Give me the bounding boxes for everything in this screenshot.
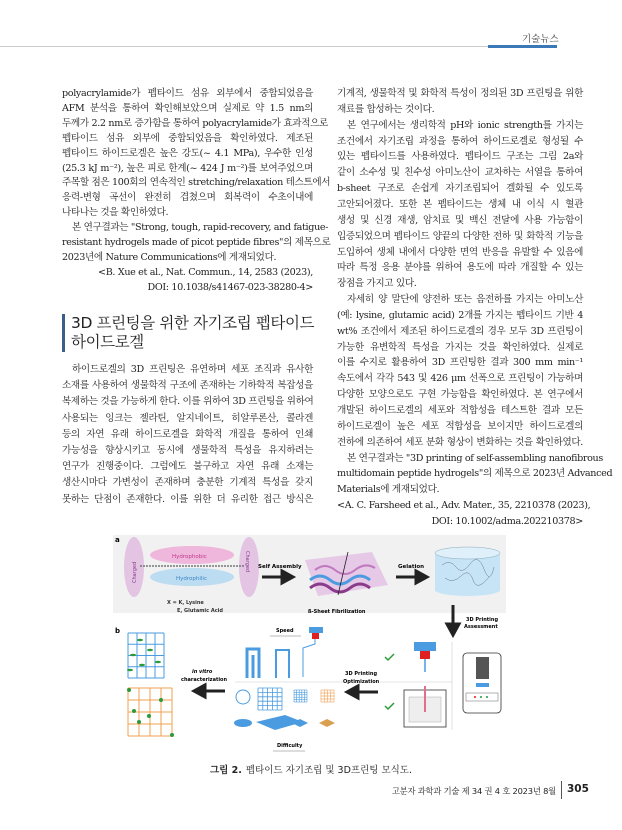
text-line: b-sheet 구조로 손쉽게 자기조립되어 겔화될 수 있도록 (337, 183, 583, 195)
text-line: 재료를 합성하는 것이다. (337, 103, 435, 115)
text-line: <A. C. Farsheed et al., Adv. Mater., 35, 2210378 (2023), (337, 500, 591, 512)
text-line: 가능한 유변학적 특성을 가지는 것을 확인하였다. 실제로 (337, 341, 583, 353)
bath-printing-icon (404, 686, 446, 727)
journal-info: 고분자 과학과 기술 제 34 권 4 호 2023년 8월 (391, 786, 556, 796)
cell (130, 654, 136, 657)
text-line: resistant hydrogels made of picot peptide fibres"의 제목으로 (62, 237, 331, 248)
nozzle-icon (303, 627, 323, 677)
text-line: DOI: 10.1038/s41467-023-38280-4> (147, 281, 313, 293)
cell (127, 669, 133, 672)
text-line: 개발된 하이드로겔의 세포와 적합성을 테스트한 결과 모든 (337, 405, 583, 416)
text-line: 응력-변형 곡선이 완전히 겹쳤으며 회복력이 수초이내에 (62, 192, 313, 204)
arrow-left-icon (194, 685, 225, 697)
text-line: DOI: 10.1002/adma.202210378> (431, 515, 583, 527)
cell (170, 733, 174, 737)
text-line: 못하는 단점이 존재한다. 이를 위한 더 유리한 접근 방식은 (62, 493, 313, 505)
text-line: 전하에 의존하여 세포 분화 형상이 변화하는 것을 확인하였다. (337, 436, 583, 448)
cell (137, 720, 141, 724)
x-definition: E, Glutamic Acid (177, 608, 223, 614)
fibrilization-label: ß-Sheet Fibrilization (308, 609, 366, 615)
assessment-label: Assessment (464, 624, 498, 630)
text-line: 속도에서 각각 543 및 426 μm 선폭으로 프린팅이 가능하며 (337, 373, 583, 385)
charged-label: Charged (132, 561, 138, 583)
arrow-left-icon (347, 686, 378, 698)
text-line: 생성 및 신경 재생, 암치료 및 백신 전달에 사용 가능함이 (337, 214, 583, 226)
text-line: 두께가 2.2 nm로 증가함을 통하여 polyacrylamide가 효과적으로 (62, 117, 328, 129)
in-vitro-label: characterization (181, 677, 228, 683)
printed-circle (236, 690, 250, 704)
text-line: 본 연구결과는 "Strong, tough, rapid-recovery, and fatigue- (72, 222, 329, 234)
cell (159, 698, 163, 702)
text-line: 가능성을 향상시키고 동시에 생물학적 특성을 유지하려는 (62, 445, 313, 456)
text-line: 따라 특정 응용 분야를 위하여 용도에 따라 개질할 수 있는 (337, 262, 583, 274)
text-line: 나타나는 것을 확인하였다. (62, 207, 169, 219)
caption-text: 펩타이드 자기조립 및 3D프린팅 모식도. (245, 765, 412, 776)
text-line: AFM 분석을 통하여 확인해보았으며 실제로 약 1.5 nm의 (62, 102, 313, 114)
cell (147, 714, 151, 718)
text-line: 연구가 진행중이다. 그럼에도 불구하고 자연 유래 소재는 (62, 461, 313, 473)
assessment-label: 3D Printing (466, 617, 499, 623)
text-line: (25.3 kJ m⁻²), 높은 피로 한계(~ 424 J m⁻²)를 보여주었으며 (62, 162, 313, 174)
cell (137, 639, 143, 642)
panel-a-label: a (115, 536, 120, 544)
text-line: 주목할 점은 100회의 연속적인 stretching/relaxation 테스트에서 (62, 177, 331, 189)
self-assembly-label: Self Assembly (258, 564, 302, 570)
text-line: 본 연구결과는 "3D printing of self-assembling nanofibrous (347, 452, 603, 464)
charged-label: Charged (244, 551, 250, 573)
cell-grid-orange (127, 688, 174, 737)
text-line: 이를 수지로 활용하여 3D 프린팅한 결과 300 mm min⁻¹ (337, 357, 583, 369)
text-line: 같이 소수성 및 친수성 아미노산이 교차하는 서열을 통하여 (337, 167, 583, 179)
text-line: 하이드로겔이 높은 세포 적합성을 보이지만 하이드로겔의 (337, 420, 583, 432)
hydrophilic-label: Hydrophilic (176, 576, 207, 582)
text-line: 사용되는 잉크는 젤라틴, 알지네이트, 히알루론산, 콜라겐 (62, 412, 313, 424)
optimization-label: 3D Printing (345, 671, 378, 677)
nozzle-icon (414, 642, 436, 672)
text-line: wt% 조건에서 제조된 하이드로겔의 경우 모두 3D 프린팅이 (337, 325, 583, 337)
cell (147, 649, 153, 652)
panel-b-label: b (115, 627, 121, 635)
heading-line: 하이드로겔 (71, 333, 144, 351)
printed-grids (258, 688, 334, 710)
text-line: 본 연구에서는 생리학적 pH와 ionic strength를 가지는 (347, 119, 583, 131)
hydrogel-cylinder (435, 547, 500, 596)
text-line: 기계적, 생물학적 및 화학적 특성이 정의된 3D 프린팅을 위한 (337, 88, 583, 99)
text-line: 입증되었으며 펩타이드 양끝의 다양한 전하 및 화학적 기능을 (337, 230, 583, 242)
text-line: polyacrylamide가 펩타이드 섬유 외부에서 중합되었음을 (62, 88, 313, 99)
text-line: (예: lysine, glutamic acid) 2개를 가지는 펩타이드 기반 4 (337, 309, 583, 321)
text-line: 등의 자연 유래 하이드로겔을 화학적 개질을 통하여 인쇄 (62, 428, 313, 440)
text-line: 펩타이드 섬유 외부에 중합되었음을 확인하였다. 제조된 (62, 132, 313, 144)
text-line: 소재를 사용하여 생물학적 구조에 존재하는 기하학적 복잡성을 (62, 380, 313, 392)
text-line: Materials에 게재되었다. (337, 484, 440, 496)
text-line: 2023년에 Nature Communications에 게재되었다. (62, 251, 277, 263)
check-icon (385, 703, 394, 709)
text-line: 펩타이드 하이드로겔은 높은 강도(~ 4.1 MPa), 우수한 인성 (62, 147, 313, 159)
text-line: 고안되어졌다. 또한 본 펩타이드는 생체 내 이식 시 혈관 (337, 198, 583, 210)
text-line: multidomain peptide hydrogels"의 제목으로 2023년 Advanced (337, 468, 613, 480)
caption-label: 그림 2. (209, 765, 242, 776)
text-line: 도입하여 생체 내에서 다양한 면역 반응을 유발할 수 있음에 (337, 246, 583, 258)
optimization-label: Optimization (343, 679, 380, 685)
check-icon (385, 654, 394, 660)
hydrophobic-label: Hydrophobic (172, 554, 207, 560)
section-label: 기술뉴스 (522, 34, 559, 45)
cell (127, 688, 131, 692)
text-line: 복제하는 것을 가능하게 한다. 이를 위하여 3D 프린팅을 위하여 (62, 396, 314, 408)
printed-line-thick (247, 649, 259, 678)
text-line: 조건에서 자기조립 과정을 통하여 하이드로겔로 형성될 수 (337, 135, 583, 147)
text-line: 다양한 모양으로도 구현 가능함을 확인하였다. 본 연구에서 (337, 389, 583, 401)
in-vitro-label: in vitro (192, 669, 213, 675)
cell (132, 709, 136, 713)
page-number: 305 (567, 783, 589, 795)
text-line: 자세히 양 말단에 양전하 또는 음전하를 가지는 아미노산 (347, 294, 583, 306)
cell (155, 661, 161, 664)
3d-printer-icon (463, 653, 501, 713)
text-line: 생산시마다 가변성이 존재하며 충분한 기계적 특성을 갖지 (62, 477, 313, 489)
text-line: <B. Xue et al., Nat. Commun., 14, 2583 (2023), (98, 266, 313, 278)
footer-divider (561, 781, 562, 799)
speed-label: Speed (276, 628, 294, 634)
x-definition: X = K, Lysine (167, 600, 204, 606)
text-line: 있는 펩타이드를 사용하였다. 펩타이드 구조는 그림 2a와 (337, 151, 583, 163)
figure-caption (0, 762, 622, 776)
cell (139, 664, 145, 667)
gelation-label: Gelation (398, 564, 425, 570)
printed-line-medium (276, 650, 289, 678)
printed-3d-shapes (234, 715, 335, 730)
cell-grid-blue (127, 633, 164, 678)
text-line: 장점을 가지고 있다. (337, 278, 417, 290)
heading-line: 3D 프린팅을 위한 자기조립 펩타이드 (71, 314, 315, 332)
text-line: 하이드로겔의 3D 프린팅은 유연하며 세포 조직과 유사한 (72, 364, 313, 375)
difficulty-label: Difficulty (277, 743, 303, 749)
